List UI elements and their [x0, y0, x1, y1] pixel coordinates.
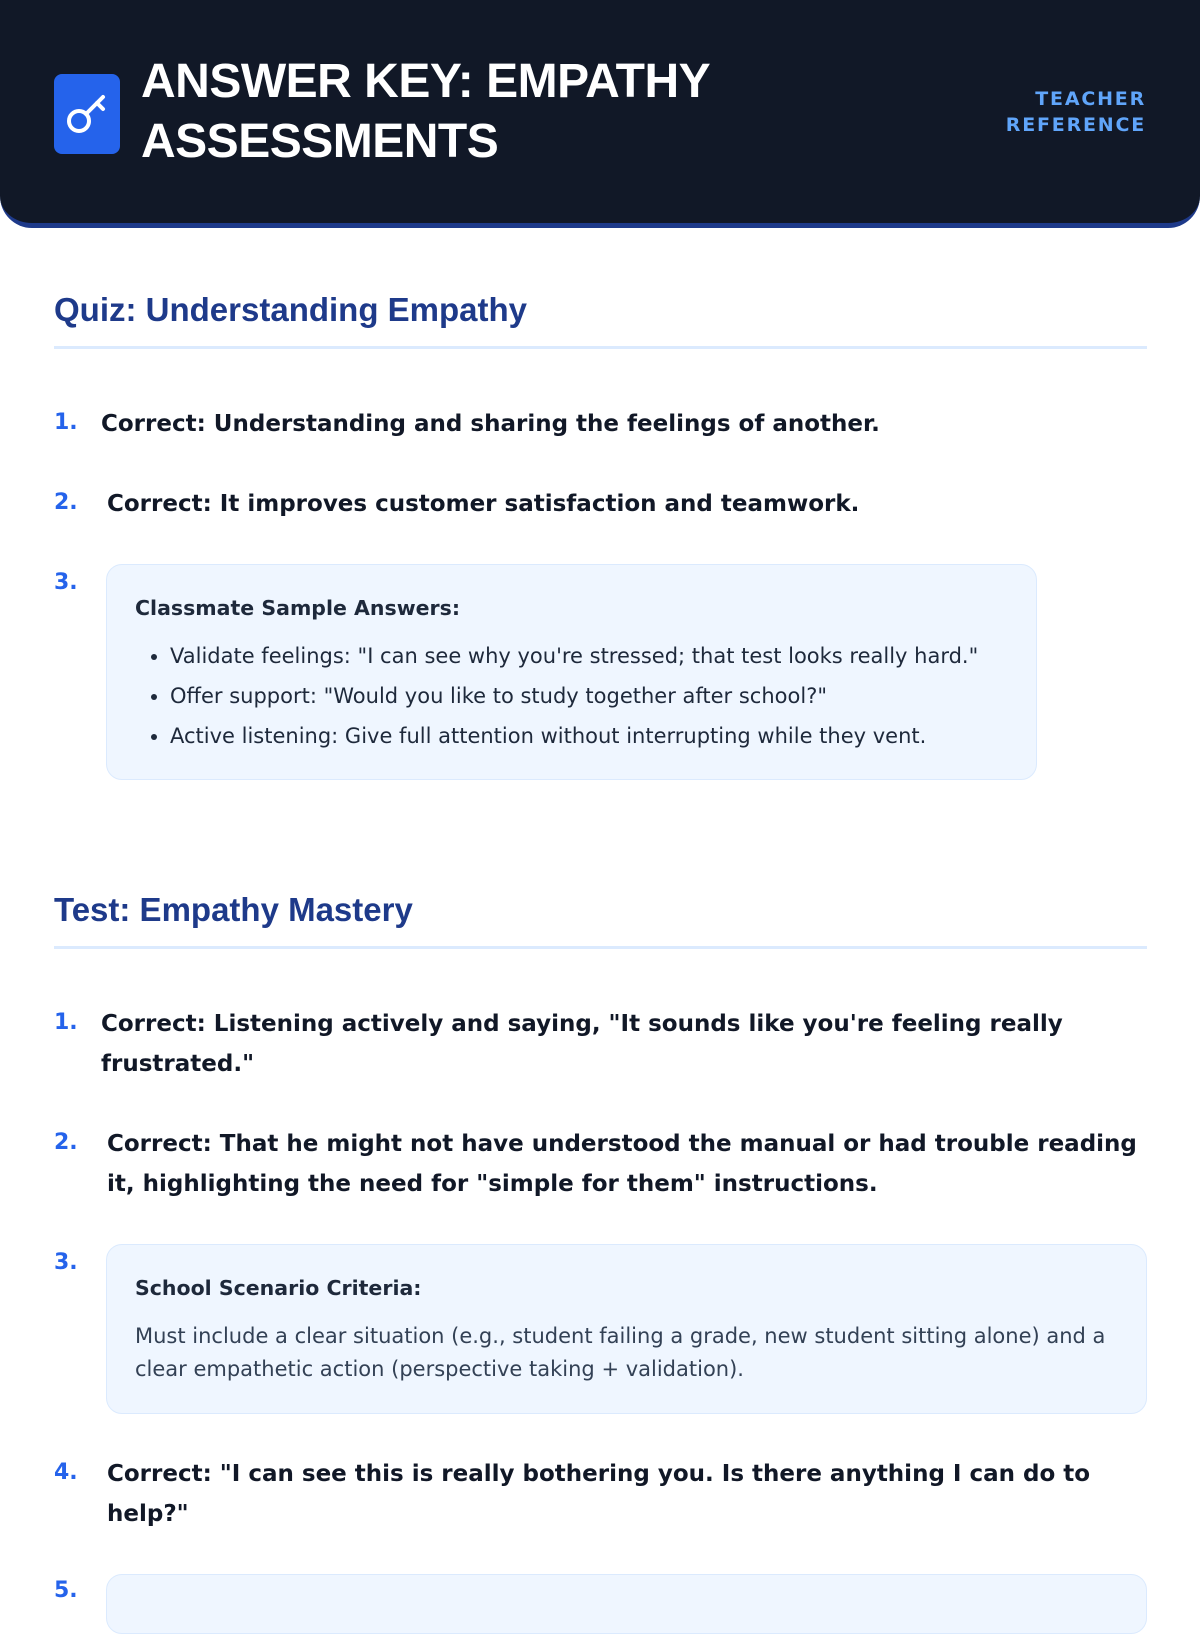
- quiz-item-2-answer: Correct: It improves customer satisfaction and teamwork.: [107, 491, 860, 517]
- criteria-text: Must include a clear situation (e.g., student failing a grade, new student sitting alone) and a clear empathetic action (perspective taking + validation).: [135, 1324, 1106, 1381]
- answer-box: [106, 1574, 1147, 1634]
- list-item: • Offer support: "Would you like to study together after school?": [170, 676, 978, 716]
- teacher-reference-badge: TEACHER REFERENCE: [1005, 88, 1146, 136]
- quiz-section-title: Quiz: Understanding Empathy: [54, 291, 528, 328]
- test-section-title: Test: Empathy Mastery: [54, 891, 413, 928]
- quiz-item-1-answer: Correct: Understanding and sharing the feelings of another.: [101, 411, 880, 437]
- box-title: Classmate Sample Answers:: [135, 596, 461, 620]
- box-title: School Scenario Criteria:: [135, 1276, 422, 1300]
- quiz-item-3-number: 3.: [54, 570, 78, 595]
- section-divider: [54, 946, 1147, 949]
- page-title: ANSWER KEY: EMPATHY ASSESSMENTS: [141, 55, 710, 168]
- test-item-2-number: 2.: [54, 1130, 78, 1155]
- test-item-1-answer: Correct: Listening actively and saying, "It sounds like you're feeling really frustrated.": [101, 1011, 1063, 1077]
- test-item-4-number: 4.: [54, 1460, 78, 1485]
- page-header: [0, 0, 1200, 228]
- test-item-1-number: 1.: [54, 1010, 78, 1035]
- quiz-section: [54, 290, 1147, 330]
- test-section: [54, 890, 1147, 930]
- test-item-4-answer: Correct: "I can see this is really bothering you. Is there anything I can do to help?": [107, 1461, 1091, 1527]
- test-item-3-number: 3.: [54, 1250, 78, 1275]
- list-item: • Validate feelings: "I can see why you're stressed; that test looks really hard.": [170, 636, 978, 676]
- quiz-item-1-number: 1.: [54, 410, 78, 435]
- section-divider: [54, 346, 1147, 349]
- test-item-2-answer: Correct: That he might not have understood the manual or had trouble reading it, highlighting the need for "simple for them" instructions.: [107, 1131, 1137, 1197]
- key-icon: [54, 74, 120, 154]
- quiz-item-2-number: 2.: [54, 490, 78, 515]
- list-item: • Active listening: Give full attention without interrupting while they vent.: [170, 716, 978, 756]
- sample-answers-list: [140, 636, 978, 756]
- test-item-5-number: 5.: [54, 1578, 78, 1603]
- classmate-sample-answers-box: [106, 564, 1037, 780]
- school-scenario-criteria-box: [106, 1244, 1147, 1414]
